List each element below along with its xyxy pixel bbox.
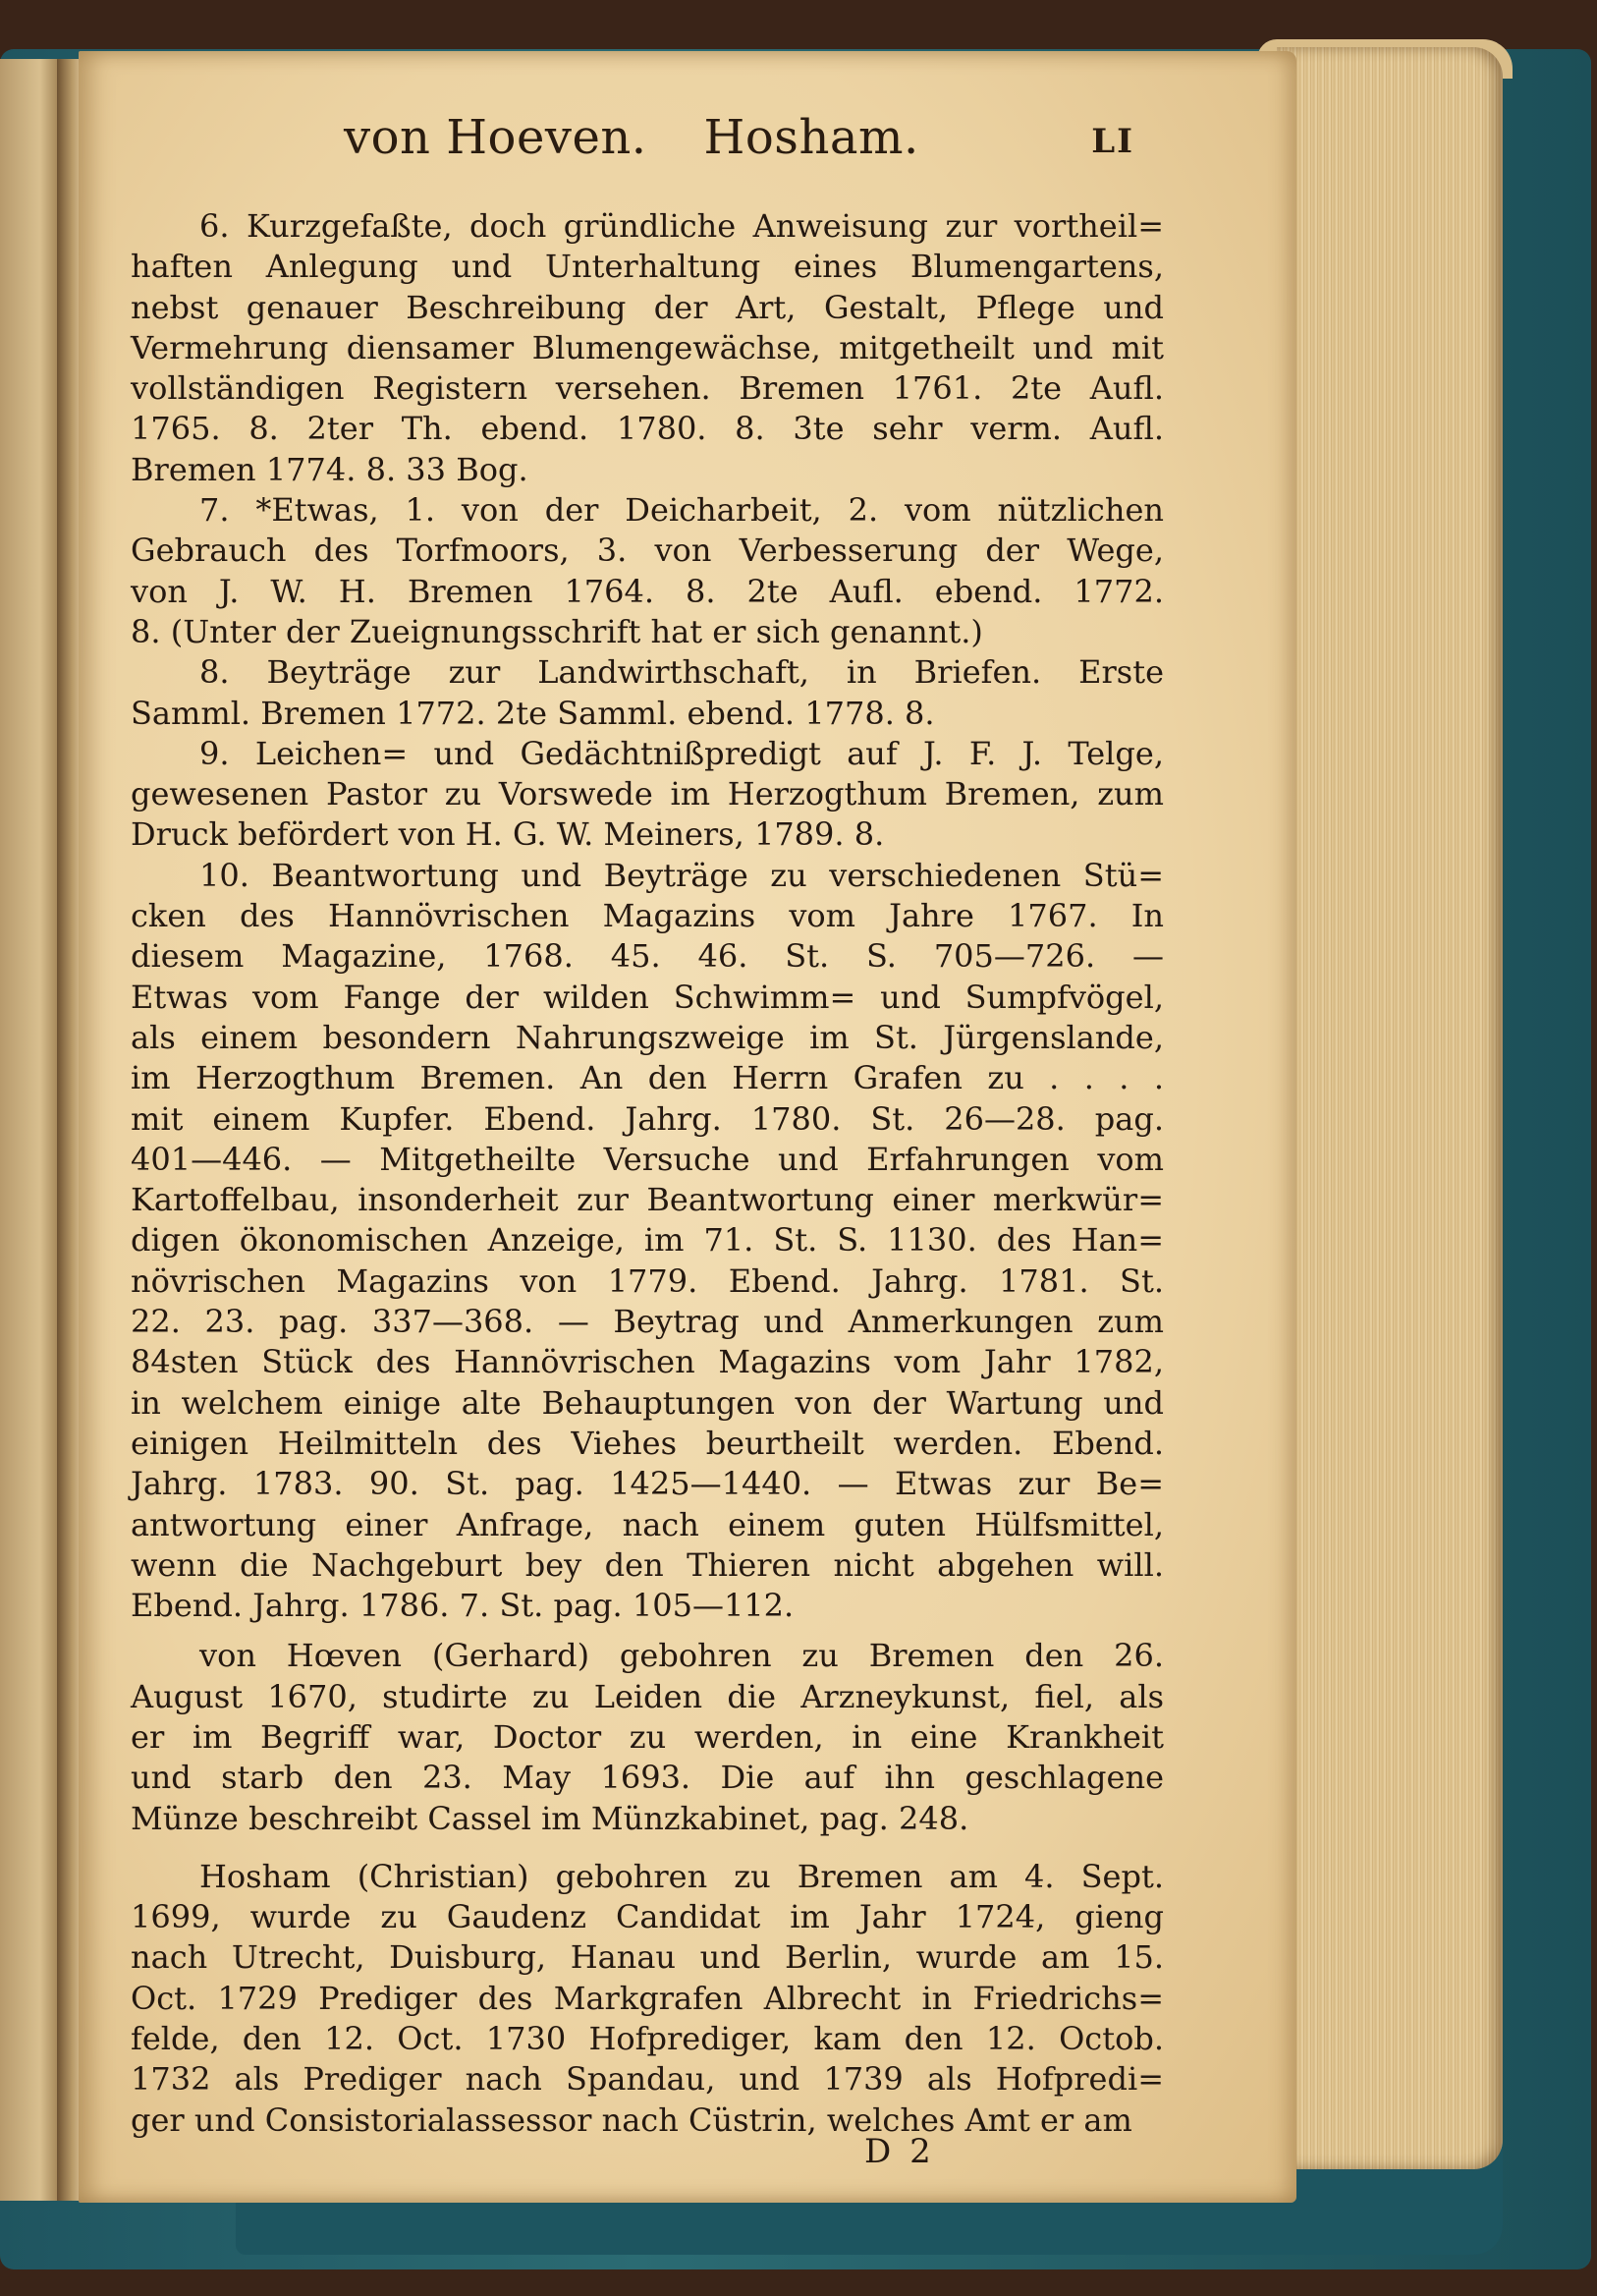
entry-line: 8. (Unter der Zueignungsschrift hat er sich genannt.) — [131, 612, 983, 650]
entry-line: wenn die Nachgeburt bey den Thieren nicht abgehen will. — [131, 1545, 1164, 1584]
entry-line: antwortung einer Anfrage, nach einem guten Hülfsmittel, — [131, 1505, 1164, 1543]
running-header — [334, 110, 1188, 169]
bio-line: von Hœven (Gerhard) gebohren zu Bremen den 26. — [199, 1637, 1164, 1675]
entry-paragraph — [131, 490, 1164, 652]
entry-line: Kartoffelbau, insonderheit zur Beantwortung einer merkwür= — [131, 1181, 1164, 1219]
signature-mark: D 2 — [864, 2132, 935, 2171]
bio-line: er im Begriff war, Doctor zu werden, in eine Krankheit — [131, 1717, 1164, 1756]
entry-line: nebst genauer Beschreibung der Art, Gestalt, Pflege und — [131, 288, 1164, 326]
entry-line: diesem Magazine, 1768. 45. 46. St. S. 705—726. — — [131, 937, 1164, 976]
entry-line: 7. *Etwas, 1. von der Deicharbeit, 2. vom nützlichen — [199, 491, 1164, 530]
publication-list — [131, 206, 1164, 1626]
entry-line: als einem besondern Nahrungszweige im St. Jürgenslande, — [131, 1018, 1164, 1056]
entry-line: 8. Beyträge zur Landwirthschaft, in Briefen. Erste — [199, 653, 1164, 692]
entry-line: 84sten Stück des Hannövrischen Magazins vom Jahr 1782, — [131, 1343, 1164, 1381]
bio-line: Hosham (Christian) gebohren zu Bremen am 4. Sept. — [199, 1857, 1164, 1895]
entry-line: Vermehrung diensamer Blumengewächse, mitgetheilt und mit — [131, 328, 1164, 366]
entry-line: von J. W. H. Bremen 1764. 8. 2te Aufl. ebend. 1772. — [131, 572, 1164, 610]
entry-line: 9. Leichen= und Gedächtnißpredigt auf J. F. J. Telge, — [199, 734, 1164, 772]
header-right-name: Hosham. — [703, 110, 919, 165]
biography-list — [131, 1636, 1164, 2141]
entry-paragraph — [131, 734, 1164, 856]
bio-paragraph — [131, 1857, 1164, 2141]
page-body — [131, 206, 1164, 2141]
bio-line: Münze beschreibt Cassel im Münzkabinet, pag. 248. — [131, 1799, 969, 1837]
entry-line: Ebend. Jahrg. 1786. 7. St. pag. 105—112. — [131, 1587, 795, 1625]
page-stack-edge — [1277, 47, 1503, 2169]
bio-line: nach Utrecht, Duisburg, Hanau und Berlin, wurde am 15. — [131, 1938, 1164, 1977]
bio-line: August 1670, studirte zu Leiden die Arzneykunst, fiel, als — [131, 1677, 1164, 1715]
header-left-name: von Hoeven. — [344, 110, 647, 165]
previous-page-edge — [0, 59, 60, 2201]
entry-line: digen ökonomischen Anzeige, im 71. St. S. 1130. des Han= — [131, 1221, 1164, 1260]
header-title — [344, 110, 976, 165]
entry-line: Samml. Bremen 1772. 2te Samml. ebend. 1778. 8. — [131, 694, 935, 732]
entry-line: Bremen 1774. 8. 33 Bog. — [131, 450, 528, 488]
entry-line: mit einem Kupfer. Ebend. Jahrg. 1780. St. 26—28. pag. — [131, 1099, 1164, 1138]
entry-line: in welchem einige alte Behauptungen von der Wartung und — [131, 1383, 1164, 1422]
entry-line: gewesenen Pastor zu Vorswede im Herzogthum Bremen, zum — [131, 775, 1164, 813]
entry-paragraph — [131, 856, 1164, 1627]
entry-line: Gebrauch des Torfmoors, 3. von Verbesserung der Wege, — [131, 532, 1164, 570]
entry-line: 1765. 8. 2ter Th. ebend. 1780. 8. 3te sehr verm. Aufl. — [131, 410, 1164, 448]
entry-line: Etwas vom Fange der wilden Schwimm= und Sumpfvögel, — [131, 978, 1164, 1016]
entry-paragraph — [131, 652, 1164, 734]
entry-line: einigen Heilmitteln des Viehes beurtheilt werden. Ebend. — [131, 1424, 1164, 1462]
entry-line: 401—446. — Mitgetheilte Versuche und Erfahrungen vom — [131, 1140, 1164, 1178]
entry-line: növrischen Magazins von 1779. Ebend. Jahrg. 1781. St. — [131, 1261, 1164, 1300]
bio-line: felde, den 12. Oct. 1730 Hofprediger, kam den 12. Octob. — [131, 2020, 1164, 2058]
entry-line: vollständigen Registern versehen. Bremen 1761. 2te Aufl. — [131, 369, 1164, 408]
page-number: LI — [1091, 122, 1134, 161]
bio-line: und starb den 23. May 1693. Die auf ihn geschlagene — [131, 1759, 1164, 1797]
bio-paragraph — [131, 1636, 1164, 1838]
bio-line: Oct. 1729 Prediger des Markgrafen Albrecht in Friedrichs= — [131, 1979, 1164, 2017]
entry-line: cken des Hannövrischen Magazins vom Jahre 1767. In — [131, 897, 1164, 935]
entry-line: 22. 23. pag. 337—368. — Beytrag und Anmerkungen zum — [131, 1303, 1164, 1341]
entry-line: 10. Beantwortung und Beyträge zu verschiedenen Stü= — [199, 856, 1164, 894]
entry-line: im Herzogthum Bremen. An den Herrn Grafen zu . . . . — [131, 1059, 1164, 1097]
entry-line: haften Anlegung und Unterhaltung eines Blumengartens, — [131, 248, 1164, 286]
entry-paragraph — [131, 206, 1164, 490]
bio-line: 1732 als Prediger nach Spandau, und 1739 als Hofpredi= — [131, 2060, 1164, 2099]
entry-line: Jahrg. 1783. 90. St. pag. 1425—1440. — Etwas zur Be= — [131, 1465, 1164, 1503]
entry-line: Druck befördert von H. G. W. Meiners, 1789. 8. — [131, 815, 885, 854]
bio-line: 1699, wurde zu Gaudenz Candidat im Jahr 1724, gieng — [131, 1898, 1164, 1936]
entry-line: 6. Kurzgefaßte, doch gründliche Anweisung zur vortheil= — [199, 207, 1164, 245]
bio-line: ger und Consistorialassessor nach Cüstrin, welches Amt er am — [131, 2100, 1132, 2139]
